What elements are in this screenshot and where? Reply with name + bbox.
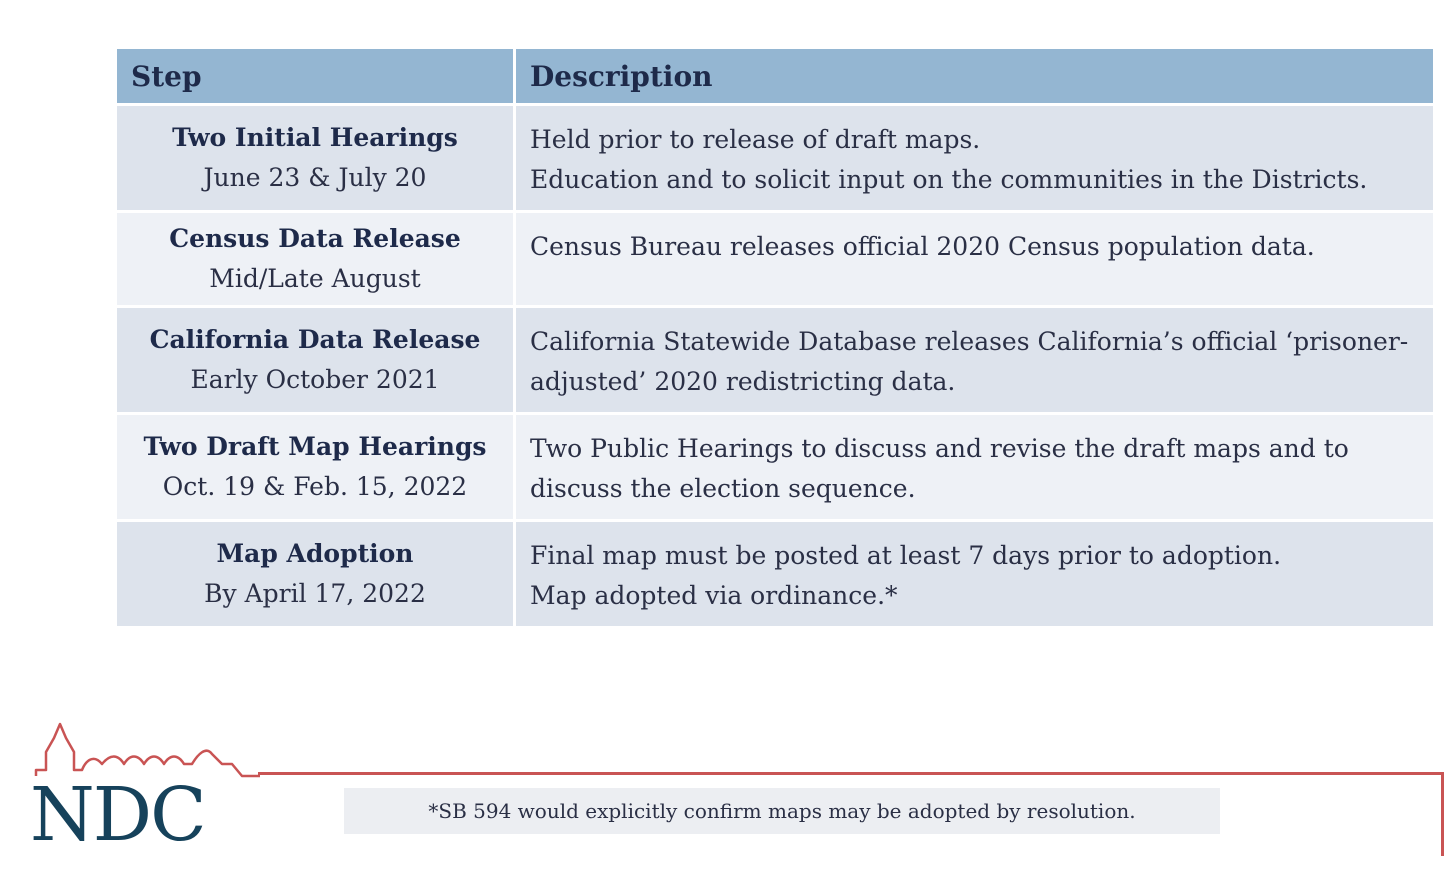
table-row xyxy=(116,105,1435,212)
table-row xyxy=(116,212,1435,307)
step-name: Census Data Release xyxy=(169,224,461,253)
footer-divider xyxy=(258,772,1444,775)
description-cell xyxy=(515,212,1435,307)
step-date: Oct. 19 & Feb. 15, 2022 xyxy=(162,472,468,501)
description-cell xyxy=(515,307,1435,414)
ndc-logo-text: NDC xyxy=(30,772,205,858)
description-line: Education and to solicit input on the communities in the Districts. xyxy=(530,165,1368,194)
table-header-row xyxy=(116,48,1435,105)
header-description: Description xyxy=(515,48,1435,105)
description-line: Map adopted via ordinance.* xyxy=(530,581,898,610)
description-line: adjusted’ 2020 redistricting data. xyxy=(530,367,956,396)
description-line: Final map must be posted at least 7 days prior to adoption. xyxy=(530,541,1282,570)
description-cell xyxy=(515,105,1435,212)
step-name: Map Adoption xyxy=(216,539,414,568)
table-row xyxy=(116,307,1435,414)
description-cell xyxy=(515,414,1435,521)
step-date: Early October 2021 xyxy=(190,365,440,394)
step-cell xyxy=(116,521,515,628)
timeline-table xyxy=(114,46,1436,629)
step-name: California Data Release xyxy=(149,325,481,354)
step-name: Two Initial Hearings xyxy=(172,123,458,152)
step-cell xyxy=(116,414,515,521)
step-date: June 23 & July 20 xyxy=(203,163,427,192)
step-cell xyxy=(116,105,515,212)
step-date: By April 17, 2022 xyxy=(204,579,426,608)
description-line: Held prior to release of draft maps. xyxy=(530,125,981,154)
table-row xyxy=(116,521,1435,628)
step-cell xyxy=(116,212,515,307)
step-name: Two Draft Map Hearings xyxy=(143,432,487,461)
step-cell xyxy=(116,307,515,414)
step-date: Mid/Late August xyxy=(209,264,421,293)
footer-divider-edge xyxy=(1441,772,1444,856)
footnote: *SB 594 would explicitly confirm maps may be adopted by resolution. xyxy=(344,788,1220,834)
header-step: Step xyxy=(116,48,515,105)
description-cell xyxy=(515,521,1435,628)
description-line: Census Bureau releases official 2020 Census population data. xyxy=(530,232,1315,261)
table-row xyxy=(116,414,1435,521)
description-line: discuss the election sequence. xyxy=(530,474,916,503)
description-line: Two Public Hearings to discuss and revise the draft maps and to xyxy=(530,434,1349,463)
description-line: California Statewide Database releases California’s official ‘prisoner- xyxy=(530,327,1409,356)
